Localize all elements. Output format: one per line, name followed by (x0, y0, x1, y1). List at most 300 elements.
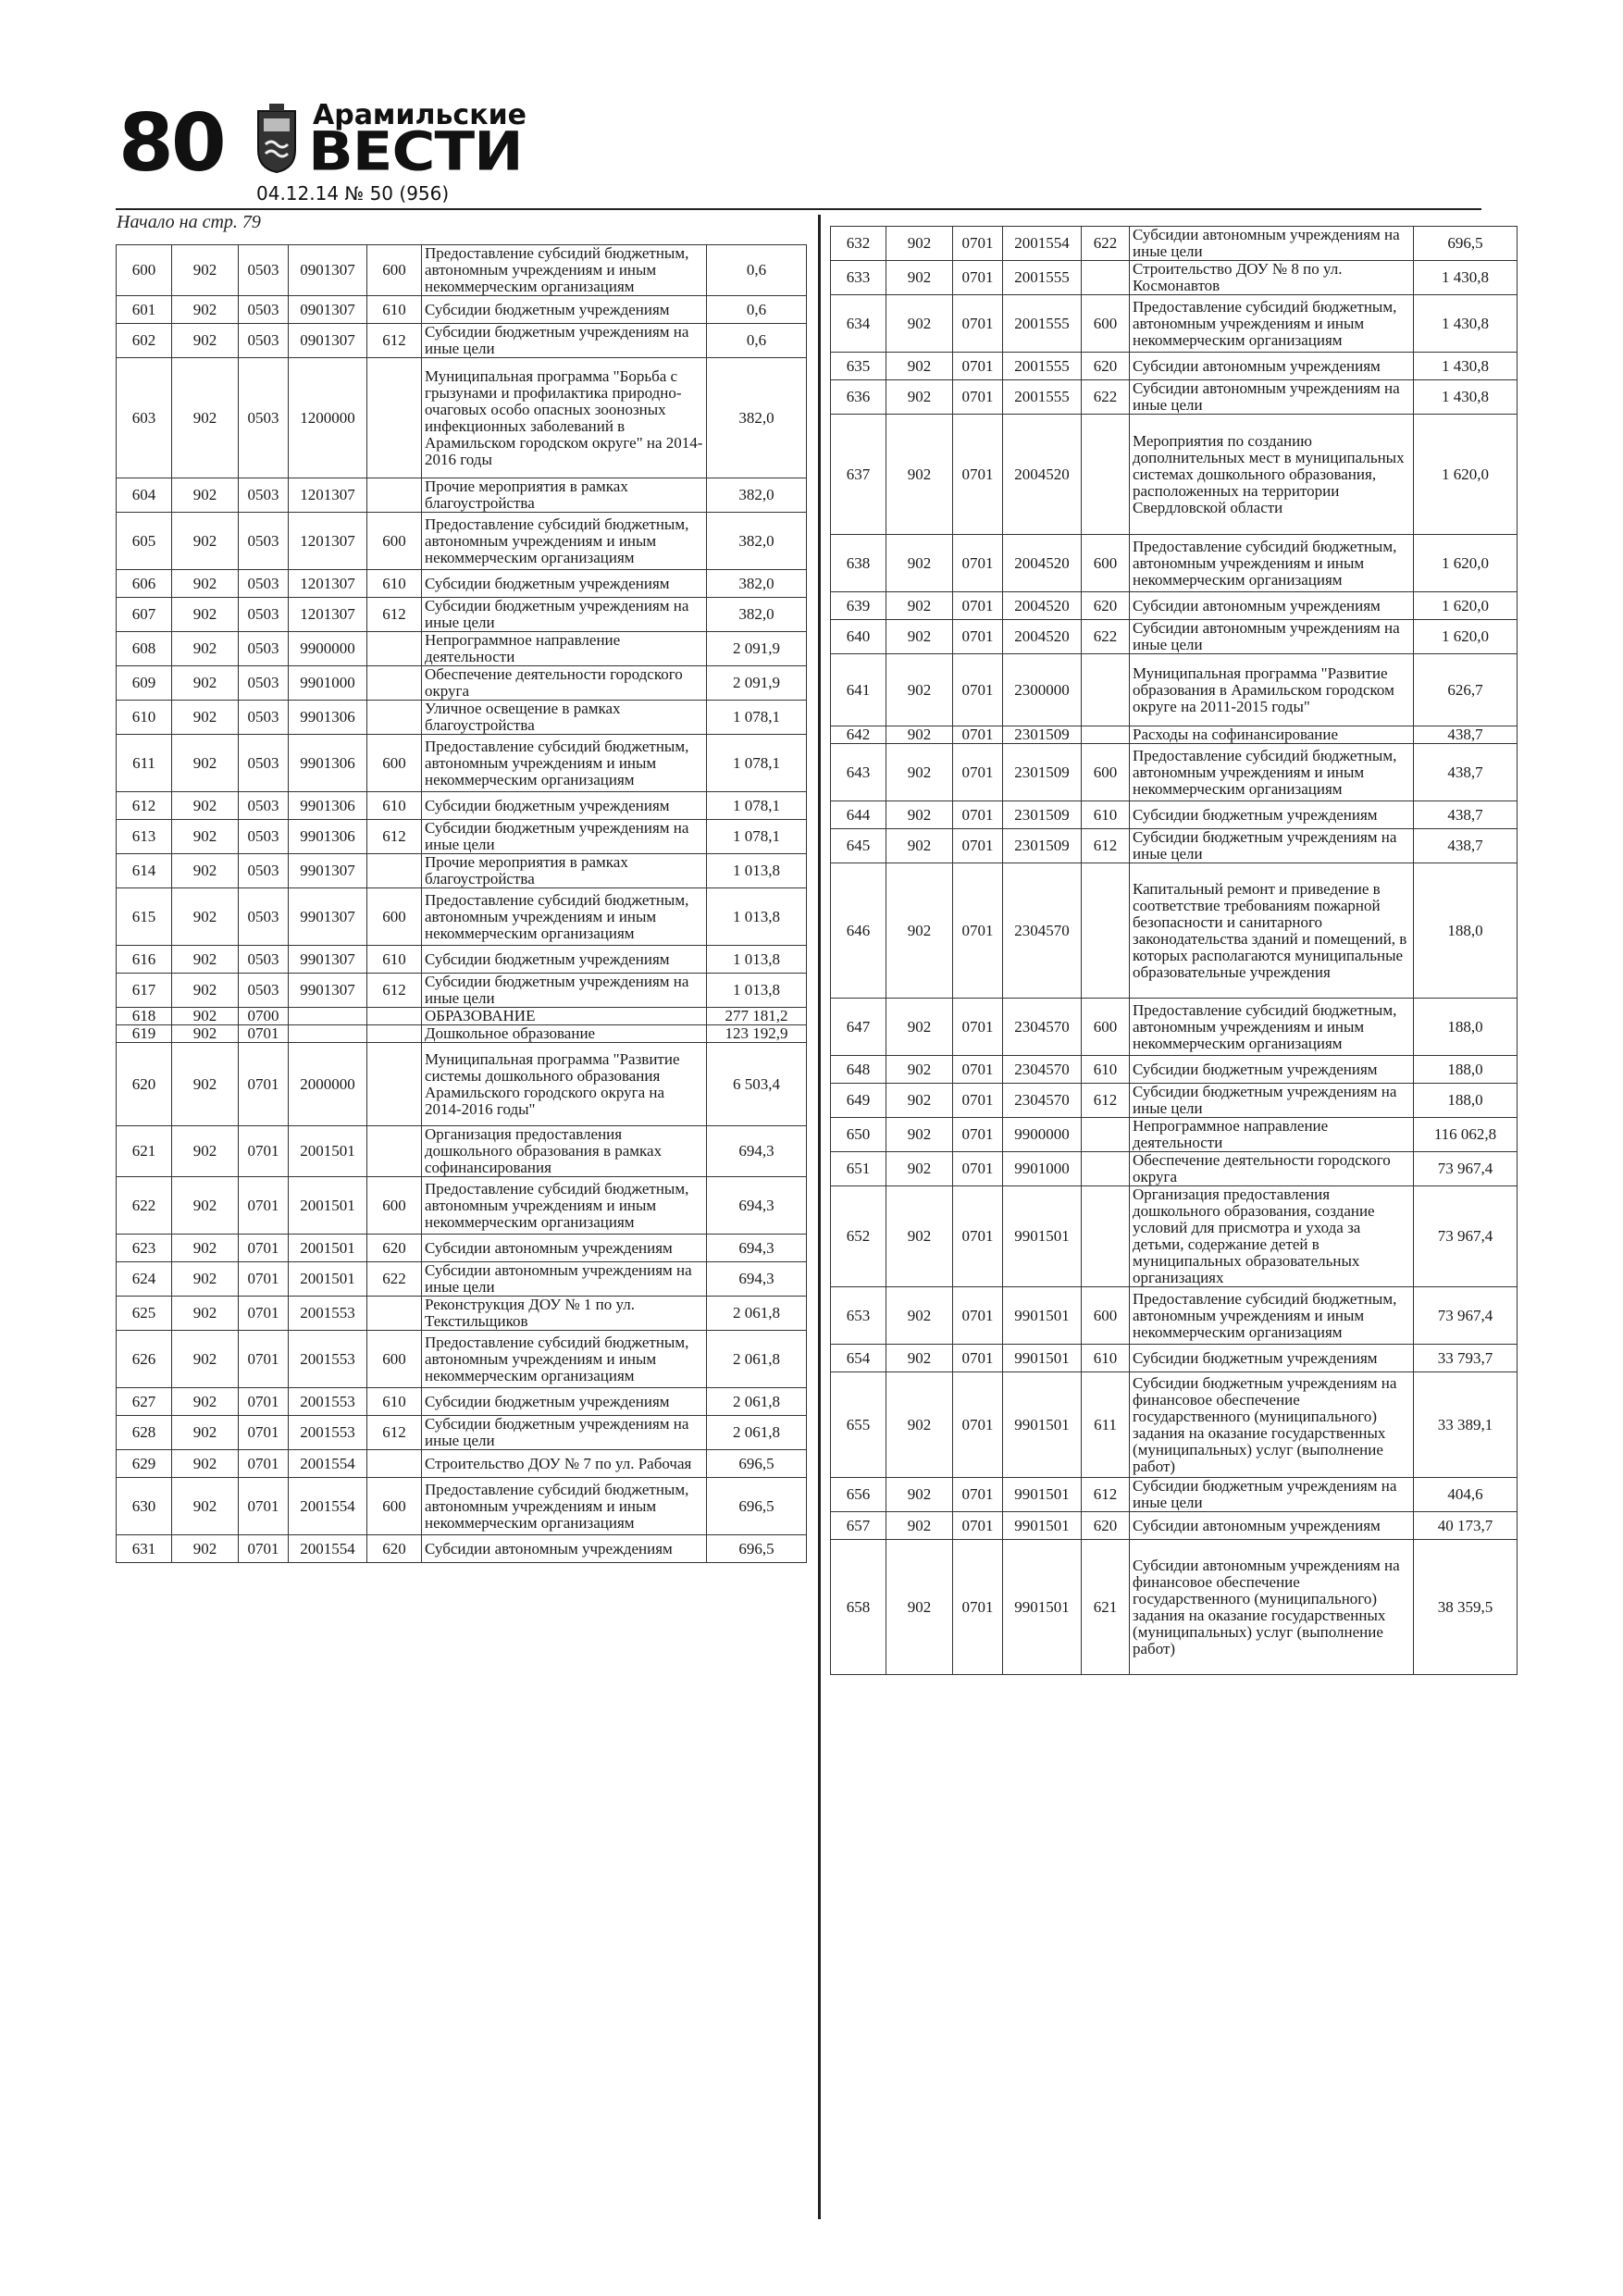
target-code-cell: 9901307 (289, 888, 367, 946)
section-code-cell: 0701 (239, 1331, 289, 1388)
section-code-cell: 0701 (953, 654, 1003, 726)
amount-cell: 696,5 (707, 1478, 807, 1535)
description-cell: Предоставление субсидий бюджетным, автономным учреждениям и иным некоммерческим организациям (422, 513, 707, 570)
table-row (117, 570, 807, 598)
expense-type-cell: 622 (367, 1262, 422, 1297)
amount-cell: 123 192,9 (707, 1025, 807, 1043)
admin-code-cell: 902 (172, 570, 239, 598)
admin-code-cell: 902 (886, 1118, 953, 1152)
amount-cell: 0,6 (707, 296, 807, 324)
description-cell: Мероприятия по созданию дополнительных мест в муниципальных системах дошкольного образования, расположенных на территории Свердловской области (1130, 415, 1414, 535)
target-code-cell: 2001553 (289, 1331, 367, 1388)
expense-type-cell: 600 (367, 245, 422, 296)
admin-code-cell: 902 (886, 1056, 953, 1084)
admin-code-cell: 902 (886, 592, 953, 620)
description-cell: Субсидии автономным учреждениям на финансовое обеспечение государственного (муниципального) задания на оказание государственных (муниципальных) услуг (выполнение работ) (1130, 1540, 1414, 1675)
description-cell: Предоставление субсидий бюджетным, автономным учреждениям и иным некоммерческим организациям (422, 1331, 707, 1388)
amount-cell: 1 620,0 (1414, 592, 1518, 620)
table-row (831, 380, 1518, 415)
table-row (831, 999, 1518, 1056)
description-cell: Субсидии автономным учреждениям на иные цели (1130, 620, 1414, 654)
description-cell: Субсидии бюджетным учреждениям (422, 946, 707, 974)
section-code-cell: 0701 (953, 1056, 1003, 1084)
table-row (117, 1450, 807, 1478)
table-row (831, 1478, 1518, 1512)
amount-cell: 696,5 (707, 1535, 807, 1563)
description-cell: Муниципальная программа "Развитие системы дошкольного образования Арамильского городского округа на 2014-2016 годы" (422, 1043, 707, 1126)
row-number-cell: 638 (831, 535, 886, 592)
target-code-cell: 2000000 (289, 1043, 367, 1126)
admin-code-cell: 902 (886, 353, 953, 380)
admin-code-cell: 902 (172, 1043, 239, 1126)
table-row (117, 1262, 807, 1297)
admin-code-cell: 902 (172, 245, 239, 296)
amount-cell: 1 430,8 (1414, 261, 1518, 295)
expense-type-cell: 612 (367, 1416, 422, 1450)
section-code-cell: 0701 (953, 1084, 1003, 1118)
description-cell: Капитальный ремонт и приведение в соответствие требованиям пожарной безопасности и санитарного законодательства зданий и помещений, в которых располагаются муниципальные образовательные учреждения (1130, 863, 1414, 999)
admin-code-cell: 902 (172, 888, 239, 946)
amount-cell: 694,3 (707, 1126, 807, 1177)
table-row (831, 1056, 1518, 1084)
section-code-cell: 0701 (953, 801, 1003, 829)
table-row (831, 1118, 1518, 1152)
table-row (831, 592, 1518, 620)
amount-cell: 1 013,8 (707, 854, 807, 888)
row-number-cell: 617 (117, 974, 172, 1008)
row-number-cell: 622 (117, 1177, 172, 1235)
table-row (831, 535, 1518, 592)
section-code-cell: 0503 (239, 888, 289, 946)
admin-code-cell: 902 (172, 854, 239, 888)
expense-type-cell: 620 (1082, 592, 1130, 620)
expense-type-cell: 600 (367, 513, 422, 570)
expense-type-cell: 600 (367, 1177, 422, 1235)
target-code-cell: 9901000 (1003, 1152, 1082, 1186)
admin-code-cell: 902 (886, 1512, 953, 1540)
expense-type-cell (1082, 415, 1130, 535)
row-number-cell: 651 (831, 1152, 886, 1186)
row-number-cell: 652 (831, 1186, 886, 1287)
expense-type-cell: 600 (1082, 999, 1130, 1056)
section-code-cell: 0701 (953, 1540, 1003, 1675)
target-code-cell: 9901501 (1003, 1345, 1082, 1372)
amount-cell: 382,0 (707, 513, 807, 570)
expense-type-cell: 621 (1082, 1540, 1130, 1675)
expense-type-cell (367, 666, 422, 701)
description-cell: ОБРАЗОВАНИЕ (422, 1008, 707, 1025)
description-cell: Расходы на софинансирование (1130, 726, 1414, 744)
target-code-cell: 9901306 (289, 792, 367, 820)
target-code-cell: 2001501 (289, 1177, 367, 1235)
expense-type-cell (367, 1450, 422, 1478)
target-code-cell: 0901307 (289, 324, 367, 358)
admin-code-cell: 902 (172, 1535, 239, 1563)
target-code-cell: 9901307 (289, 974, 367, 1008)
admin-code-cell: 902 (172, 1262, 239, 1297)
target-code-cell: 2301509 (1003, 726, 1082, 744)
section-code-cell: 0503 (239, 666, 289, 701)
target-code-cell: 2001501 (289, 1262, 367, 1297)
table-row (117, 974, 807, 1008)
row-number-cell: 615 (117, 888, 172, 946)
expense-type-cell (367, 1025, 422, 1043)
admin-code-cell: 902 (886, 295, 953, 353)
row-number-cell: 626 (117, 1331, 172, 1388)
expense-type-cell: 610 (1082, 801, 1130, 829)
admin-code-cell: 902 (172, 792, 239, 820)
row-number-cell: 608 (117, 632, 172, 666)
description-cell: Субсидии бюджетным учреждениям на иные цели (422, 820, 707, 854)
target-code-cell: 9901501 (1003, 1372, 1082, 1478)
amount-cell: 1 013,8 (707, 946, 807, 974)
target-code-cell: 2301509 (1003, 744, 1082, 801)
target-code-cell: 9901501 (1003, 1478, 1082, 1512)
description-cell: Обеспечение деятельности городского округа (1130, 1152, 1414, 1186)
expense-type-cell: 620 (1082, 1512, 1130, 1540)
target-code-cell: 2304570 (1003, 1084, 1082, 1118)
amount-cell: 38 359,5 (1414, 1540, 1518, 1675)
section-code-cell: 0701 (239, 1177, 289, 1235)
admin-code-cell: 902 (886, 1287, 953, 1345)
admin-code-cell: 902 (172, 358, 239, 478)
amount-cell: 33 389,1 (1414, 1372, 1518, 1478)
expense-type-cell (1082, 1186, 1130, 1287)
expense-type-cell (367, 478, 422, 513)
target-code-cell: 2300000 (1003, 654, 1082, 726)
row-number-cell: 609 (117, 666, 172, 701)
target-code-cell: 9901306 (289, 735, 367, 792)
table-row (831, 295, 1518, 353)
admin-code-cell: 902 (886, 535, 953, 592)
amount-cell: 1 620,0 (1414, 535, 1518, 592)
section-code-cell: 0503 (239, 974, 289, 1008)
section-code-cell: 0701 (239, 1297, 289, 1331)
amount-cell: 382,0 (707, 598, 807, 632)
section-code-cell: 0503 (239, 478, 289, 513)
table-row (117, 1416, 807, 1450)
amount-cell: 2 091,9 (707, 632, 807, 666)
row-number-cell: 613 (117, 820, 172, 854)
description-cell: Субсидии бюджетным учреждениям (1130, 1056, 1414, 1084)
section-code-cell: 0701 (953, 829, 1003, 863)
description-cell: Предоставление субсидий бюджетным, автономным учреждениям и иным некоммерческим организациям (1130, 1287, 1414, 1345)
table-row (117, 1535, 807, 1563)
admin-code-cell: 902 (886, 1152, 953, 1186)
table-row (831, 744, 1518, 801)
target-code-cell: 2001555 (1003, 380, 1082, 415)
row-number-cell: 606 (117, 570, 172, 598)
description-cell: Строительство ДОУ № 7 по ул. Рабочая (422, 1450, 707, 1478)
admin-code-cell: 902 (172, 820, 239, 854)
section-code-cell: 0701 (239, 1416, 289, 1450)
expense-type-cell: 600 (1082, 535, 1130, 592)
admin-code-cell: 902 (886, 415, 953, 535)
admin-code-cell: 902 (172, 1450, 239, 1478)
table-row (117, 735, 807, 792)
admin-code-cell: 902 (172, 1235, 239, 1262)
section-code-cell: 0701 (953, 726, 1003, 744)
admin-code-cell: 902 (886, 1186, 953, 1287)
table-row (831, 261, 1518, 295)
section-code-cell: 0701 (953, 1186, 1003, 1287)
admin-code-cell: 902 (886, 654, 953, 726)
admin-code-cell: 902 (886, 1478, 953, 1512)
expense-type-cell: 600 (1082, 295, 1130, 353)
amount-cell: 1 013,8 (707, 888, 807, 946)
description-cell: Субсидии бюджетным учреждениям на финансовое обеспечение государственного (муниципального) задания на оказание государственных (муниципальных) услуг (выполнение работ) (1130, 1372, 1414, 1478)
description-cell: Субсидии бюджетным учреждениям на иные цели (422, 1416, 707, 1450)
expense-type-cell (1082, 726, 1130, 744)
expense-type-cell: 620 (367, 1535, 422, 1563)
admin-code-cell: 902 (886, 620, 953, 654)
row-number-cell: 630 (117, 1478, 172, 1535)
expense-type-cell (367, 358, 422, 478)
description-cell: Субсидии бюджетным учреждениям на иные цели (422, 974, 707, 1008)
section-code-cell: 0503 (239, 358, 289, 478)
expense-type-cell: 600 (367, 1331, 422, 1388)
section-code-cell: 0701 (953, 353, 1003, 380)
target-code-cell: 2001555 (1003, 295, 1082, 353)
admin-code-cell: 902 (886, 1540, 953, 1675)
table-row (831, 1540, 1518, 1675)
expense-type-cell: 611 (1082, 1372, 1130, 1478)
row-number-cell: 644 (831, 801, 886, 829)
section-code-cell: 0503 (239, 701, 289, 735)
expense-type-cell: 610 (367, 792, 422, 820)
admin-code-cell: 902 (172, 974, 239, 1008)
description-cell: Субсидии автономным учреждениям (1130, 1512, 1414, 1540)
target-code-cell: 9901306 (289, 701, 367, 735)
section-code-cell: 0701 (953, 1345, 1003, 1372)
row-number-cell: 629 (117, 1450, 172, 1478)
section-code-cell: 0701 (239, 1262, 289, 1297)
row-number-cell: 627 (117, 1388, 172, 1416)
section-code-cell: 0701 (953, 1512, 1003, 1540)
section-code-cell: 0701 (953, 592, 1003, 620)
target-code-cell: 2001555 (1003, 353, 1082, 380)
table-row (117, 478, 807, 513)
row-number-cell: 636 (831, 380, 886, 415)
amount-cell: 277 181,2 (707, 1008, 807, 1025)
expense-type-cell: 610 (367, 570, 422, 598)
admin-code-cell: 902 (172, 632, 239, 666)
row-number-cell: 624 (117, 1262, 172, 1297)
description-cell: Муниципальная программа "Борьба с грызунами и профилактика природно-очаговых особо опасных зоонозных инфекционных заболеваний в Арамильском городском округе" на 2014-2016 годы (422, 358, 707, 478)
row-number-cell: 656 (831, 1478, 886, 1512)
section-code-cell: 0503 (239, 245, 289, 296)
amount-cell: 696,5 (1414, 227, 1518, 261)
table-row (117, 1025, 807, 1043)
expense-type-cell: 600 (1082, 744, 1130, 801)
section-code-cell: 0701 (239, 1025, 289, 1043)
amount-cell: 1 078,1 (707, 701, 807, 735)
expense-type-cell: 600 (367, 735, 422, 792)
target-code-cell: 2004520 (1003, 620, 1082, 654)
admin-code-cell: 902 (886, 863, 953, 999)
table-row (117, 632, 807, 666)
table-row (831, 1372, 1518, 1478)
section-code-cell: 0503 (239, 946, 289, 974)
section-code-cell: 0701 (239, 1450, 289, 1478)
amount-cell: 1 430,8 (1414, 295, 1518, 353)
amount-cell: 73 967,4 (1414, 1287, 1518, 1345)
row-number-cell: 600 (117, 245, 172, 296)
expense-type-cell: 610 (367, 296, 422, 324)
row-number-cell: 618 (117, 1008, 172, 1025)
target-code-cell: 2001501 (289, 1126, 367, 1177)
amount-cell: 2 091,9 (707, 666, 807, 701)
admin-code-cell: 902 (886, 261, 953, 295)
amount-cell: 438,7 (1414, 801, 1518, 829)
admin-code-cell: 902 (172, 1416, 239, 1450)
expense-type-cell: 610 (367, 946, 422, 974)
row-number-cell: 655 (831, 1372, 886, 1478)
row-number-cell: 649 (831, 1084, 886, 1118)
expense-type-cell: 612 (367, 324, 422, 358)
table-row (117, 854, 807, 888)
table-row (117, 324, 807, 358)
description-cell: Субсидии бюджетным учреждениям (422, 1388, 707, 1416)
expense-type-cell: 622 (1082, 227, 1130, 261)
admin-code-cell: 902 (172, 296, 239, 324)
description-cell: Предоставление субсидий бюджетным, автономным учреждениям и иным некоммерческим организациям (422, 1177, 707, 1235)
expense-type-cell: 612 (1082, 829, 1130, 863)
target-code-cell: 9901501 (1003, 1540, 1082, 1675)
description-cell: Субсидии бюджетным учреждениям (422, 792, 707, 820)
amount-cell: 6 503,4 (707, 1043, 807, 1126)
admin-code-cell: 902 (172, 598, 239, 632)
expense-type-cell (1082, 261, 1130, 295)
amount-cell: 382,0 (707, 478, 807, 513)
description-cell: Прочие мероприятия в рамках благоустройства (422, 854, 707, 888)
amount-cell: 2 061,8 (707, 1331, 807, 1388)
expense-type-cell (1082, 863, 1130, 999)
description-cell: Обеспечение деятельности городского округа (422, 666, 707, 701)
section-code-cell: 0701 (953, 295, 1003, 353)
description-cell: Непрограммное направление деятельности (1130, 1118, 1414, 1152)
row-number-cell: 643 (831, 744, 886, 801)
table-row (117, 1478, 807, 1535)
expense-type-cell: 620 (1082, 353, 1130, 380)
target-code-cell: 2001555 (1003, 261, 1082, 295)
description-cell: Дошкольное образование (422, 1025, 707, 1043)
description-cell: Реконструкция ДОУ № 1 по ул. Текстильщиков (422, 1297, 707, 1331)
section-code-cell: 0503 (239, 570, 289, 598)
section-code-cell: 0701 (953, 535, 1003, 592)
amount-cell: 2 061,8 (707, 1416, 807, 1450)
amount-cell: 404,6 (1414, 1478, 1518, 1512)
table-row (117, 666, 807, 701)
expense-type-cell: 600 (367, 888, 422, 946)
section-code-cell: 0701 (953, 261, 1003, 295)
table-row (831, 1152, 1518, 1186)
section-code-cell: 0701 (953, 1118, 1003, 1152)
target-code-cell: 2001554 (289, 1450, 367, 1478)
admin-code-cell: 902 (172, 946, 239, 974)
row-number-cell: 621 (117, 1126, 172, 1177)
row-number-cell: 642 (831, 726, 886, 744)
amount-cell: 188,0 (1414, 863, 1518, 999)
row-number-cell: 601 (117, 296, 172, 324)
target-code-cell: 9901306 (289, 820, 367, 854)
description-cell: Субсидии бюджетным учреждениям на иные цели (422, 324, 707, 358)
table-row (831, 1287, 1518, 1345)
section-code-cell: 0503 (239, 854, 289, 888)
admin-code-cell: 902 (172, 1126, 239, 1177)
description-cell: Предоставление субсидий бюджетным, автономным учреждениям и иным некоммерческим организациям (1130, 535, 1414, 592)
description-cell: Организация предоставления дошкольного образования в рамках софинансирования (422, 1126, 707, 1177)
description-cell: Предоставление субсидий бюджетным, автономным учреждениям и иным некоммерческим организациям (422, 1478, 707, 1535)
amount-cell: 40 173,7 (1414, 1512, 1518, 1540)
page-number: 80 (118, 97, 224, 190)
expense-type-cell: 620 (367, 1235, 422, 1262)
table-row (117, 1008, 807, 1025)
admin-code-cell: 902 (886, 380, 953, 415)
target-code-cell: 2301509 (1003, 801, 1082, 829)
target-code-cell: 9900000 (1003, 1118, 1082, 1152)
amount-cell: 188,0 (1414, 999, 1518, 1056)
amount-cell: 2 061,8 (707, 1388, 807, 1416)
expense-type-cell (1082, 654, 1130, 726)
target-code-cell: 2001553 (289, 1416, 367, 1450)
admin-code-cell: 902 (886, 999, 953, 1056)
table-row (117, 888, 807, 946)
target-code-cell: 1200000 (289, 358, 367, 478)
description-cell: Субсидии автономным учреждениям (422, 1535, 707, 1563)
amount-cell: 188,0 (1414, 1056, 1518, 1084)
expense-type-cell: 612 (1082, 1084, 1130, 1118)
budget-table-left (116, 244, 807, 1563)
description-cell: Прочие мероприятия в рамках благоустройства (422, 478, 707, 513)
table-row (117, 1126, 807, 1177)
table-row (117, 820, 807, 854)
section-code-cell: 0701 (953, 744, 1003, 801)
description-cell: Субсидии бюджетным учреждениям на иные цели (422, 598, 707, 632)
amount-cell: 382,0 (707, 570, 807, 598)
target-code-cell: 1201307 (289, 478, 367, 513)
description-cell: Предоставление субсидий бюджетным, автономным учреждениям и иным некоммерческим организациям (1130, 999, 1414, 1056)
description-cell: Уличное освещение в рамках благоустройства (422, 701, 707, 735)
description-cell: Субсидии бюджетным учреждениям (1130, 1345, 1414, 1372)
section-code-cell: 0503 (239, 296, 289, 324)
section-code-cell: 0701 (953, 227, 1003, 261)
amount-cell: 73 967,4 (1414, 1186, 1518, 1287)
row-number-cell: 614 (117, 854, 172, 888)
admin-code-cell: 902 (886, 227, 953, 261)
section-code-cell: 0701 (953, 1287, 1003, 1345)
amount-cell: 116 062,8 (1414, 1118, 1518, 1152)
row-number-cell: 603 (117, 358, 172, 478)
amount-cell: 1 078,1 (707, 820, 807, 854)
row-number-cell: 648 (831, 1056, 886, 1084)
target-code-cell: 9901307 (289, 946, 367, 974)
target-code-cell: 9901501 (1003, 1512, 1082, 1540)
target-code-cell: 2001553 (289, 1388, 367, 1416)
admin-code-cell: 902 (886, 1084, 953, 1118)
expense-type-cell (367, 1043, 422, 1126)
table-row (117, 701, 807, 735)
section-code-cell: 0503 (239, 820, 289, 854)
target-code-cell: 2001554 (1003, 227, 1082, 261)
table-row (117, 245, 807, 296)
expense-type-cell: 610 (1082, 1056, 1130, 1084)
target-code-cell: 1201307 (289, 570, 367, 598)
row-number-cell: 620 (117, 1043, 172, 1126)
admin-code-cell: 902 (886, 829, 953, 863)
row-number-cell: 607 (117, 598, 172, 632)
row-number-cell: 640 (831, 620, 886, 654)
